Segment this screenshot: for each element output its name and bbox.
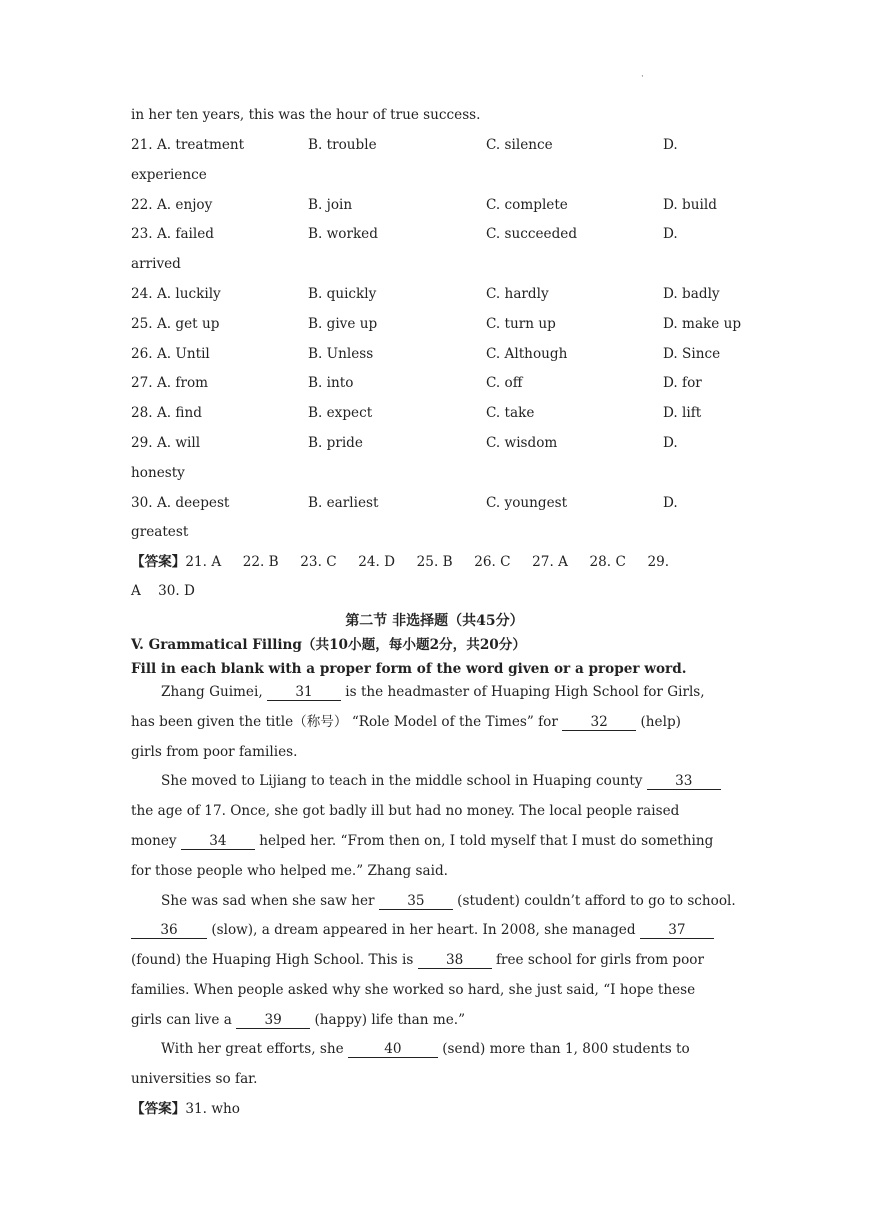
question-27-option-b: B. into — [308, 375, 354, 392]
question-29-option-c: C. wisdom — [486, 435, 558, 451]
blank-35: 35 — [379, 894, 453, 910]
passage-line — [131, 832, 737, 850]
option-text: A. luckily — [156, 286, 221, 302]
question-29-option-d: D. — [663, 435, 678, 451]
answer-label: 【答案】 — [131, 554, 186, 570]
text-run: helped her. “From then on, I told myself that I must do something — [254, 833, 714, 849]
blank-39: 39 — [236, 1013, 310, 1029]
question-23-option-b: B. worked — [308, 226, 378, 243]
blank-31: 31 — [267, 685, 341, 701]
question-23-option-a — [131, 225, 214, 243]
option-text: A. treatment — [156, 137, 245, 153]
question-number: 26. — [131, 345, 153, 362]
option-text: A. find — [156, 405, 202, 422]
instruction: Fill in each blank with a proper form of the word given or a proper word. — [131, 661, 687, 677]
question-number: 22. — [131, 196, 153, 213]
text-run: With her great efforts, she — [161, 1041, 348, 1057]
blank-37: 37 — [640, 923, 714, 939]
section-title: 第二节 非选择题（共45分） — [345, 613, 524, 629]
question-24-option-c: C. hardly — [486, 286, 549, 302]
text-run: (student) couldn’t afford to go to school. — [452, 893, 736, 909]
text-run: free school for girls from poor — [491, 952, 704, 968]
text-run: (send) more than 1, 800 students to — [437, 1041, 690, 1057]
passage-line — [131, 1040, 737, 1058]
question-21-option-a — [131, 136, 244, 154]
question-22-option-a — [131, 196, 212, 214]
answer-line-2: A 30. D — [131, 583, 195, 599]
text-run: has been given the title（称号） “Role Model of the Times” for — [131, 714, 563, 730]
answer-line-1 — [131, 553, 669, 571]
passage-line: for those people who helped me.” Zhang said. — [131, 863, 448, 879]
question-26-option-c: C. Although — [486, 345, 568, 362]
option-text: A. get up — [156, 315, 220, 332]
text-run: (help) — [636, 714, 681, 730]
text-run: money — [131, 833, 181, 849]
text-run: (happy) life than me.” — [310, 1012, 466, 1028]
passage-line — [131, 772, 737, 790]
blank-33: 33 — [647, 774, 721, 790]
question-number: 21. — [131, 137, 153, 153]
question-30-option-d-wrap: greatest — [131, 524, 189, 541]
question-30-option-c: C. youngest — [486, 494, 568, 511]
text-run: is the headmaster of Huaping High School for Girls, — [340, 684, 705, 700]
question-26-option-d: D. Since — [663, 345, 721, 362]
passage-line — [131, 951, 737, 969]
question-29-option-d-wrap: honesty — [131, 464, 185, 481]
question-24-option-d: D. badly — [663, 286, 720, 302]
question-number: 25. — [131, 315, 153, 332]
passage-line — [131, 713, 737, 731]
text-run: Zhang Guimei, — [161, 684, 267, 700]
final-answer — [131, 1100, 240, 1118]
text-run: She moved to Lijiang to teach in the middle school in Huaping county — [161, 773, 647, 789]
question-number: 23. — [131, 226, 153, 243]
question-22-option-b: B. join — [308, 196, 353, 213]
question-number: 29. — [131, 435, 153, 451]
blank-34: 34 — [181, 834, 255, 850]
question-27-option-a — [131, 374, 208, 392]
final-answer-text: 31. who — [185, 1101, 240, 1117]
page-marker: · — [641, 72, 644, 82]
final-answer-label: 【答案】 — [131, 1101, 186, 1117]
question-number: 24. — [131, 286, 153, 302]
question-22-option-d: D. build — [663, 196, 717, 213]
question-30-option-b: B. earliest — [308, 494, 379, 511]
question-24-option-b: B. quickly — [308, 286, 377, 302]
text-run: girls can live a — [131, 1012, 237, 1028]
question-25-option-b: B. give up — [308, 315, 378, 332]
option-text: A. failed — [156, 226, 214, 243]
answer-values-1: 21. A 22. B 23. C 24. D 25. B 26. C 27. A 28. C 29. — [185, 554, 670, 570]
question-27-option-c: C. off — [486, 375, 523, 392]
blank-36: 36 — [131, 923, 207, 939]
question-25-option-a — [131, 315, 219, 333]
question-number: 28. — [131, 405, 153, 422]
question-24-option-a — [131, 285, 221, 303]
question-23-option-d: D. — [663, 226, 678, 243]
passage-line: the age of 17. Once, she got badly ill but had no money. The local people raised — [131, 803, 680, 819]
question-27-option-d: D. for — [663, 375, 702, 392]
question-30-option-d: D. — [663, 494, 678, 511]
question-28-option-c: C. take — [486, 405, 535, 422]
question-26-option-b: B. Unless — [308, 345, 374, 362]
passage-line — [131, 892, 737, 910]
question-25-option-c: C. turn up — [486, 315, 556, 332]
question-28-option-a — [131, 404, 202, 422]
passage-line — [131, 683, 737, 701]
question-25-option-d: D. make up — [663, 315, 742, 332]
question-number: 27. — [131, 375, 153, 392]
question-21-option-c: C. silence — [486, 137, 553, 153]
option-text: A. Until — [156, 345, 210, 362]
question-26-option-a — [131, 345, 210, 363]
part-title: V. Grammatical Filling（共10小题，每小题2分，共20分） — [131, 637, 526, 653]
text-run: (slow), a dream appeared in her heart. In 2008, she managed — [207, 922, 640, 938]
question-number: 30. — [131, 494, 153, 511]
passage-line: families. When people asked why she worked so hard, she just said, “I hope these — [131, 982, 696, 998]
question-28-option-d: D. lift — [663, 405, 702, 422]
text-run: (found) the Huaping High School. This is — [131, 952, 418, 968]
option-text: A. will — [156, 435, 201, 451]
question-23-option-c: C. succeeded — [486, 226, 578, 243]
question-22-option-c: C. complete — [486, 196, 568, 213]
question-21-option-d-wrap: experience — [131, 166, 207, 183]
text-run: She was sad when she saw her — [161, 893, 379, 909]
blank-32: 32 — [562, 715, 636, 731]
blank-40: 40 — [348, 1042, 438, 1058]
blank-38: 38 — [418, 953, 492, 969]
question-29-option-b: B. pride — [308, 435, 363, 451]
passage-line: universities so far. — [131, 1071, 258, 1087]
option-text: A. from — [156, 375, 209, 392]
question-21-option-d: D. — [663, 137, 678, 153]
question-30-option-a — [131, 494, 229, 512]
question-29-option-a — [131, 434, 200, 452]
question-21-option-b: B. trouble — [308, 137, 377, 153]
option-text: A. enjoy — [156, 196, 213, 213]
passage-line — [131, 921, 737, 939]
question-28-option-b: B. expect — [308, 405, 373, 422]
option-text: A. deepest — [156, 494, 230, 511]
intro-line: in her ten years, this was the hour of true success. — [131, 107, 481, 123]
passage-line: girls from poor families. — [131, 744, 298, 760]
passage-line — [131, 1011, 737, 1029]
question-23-option-d-wrap: arrived — [131, 256, 181, 273]
